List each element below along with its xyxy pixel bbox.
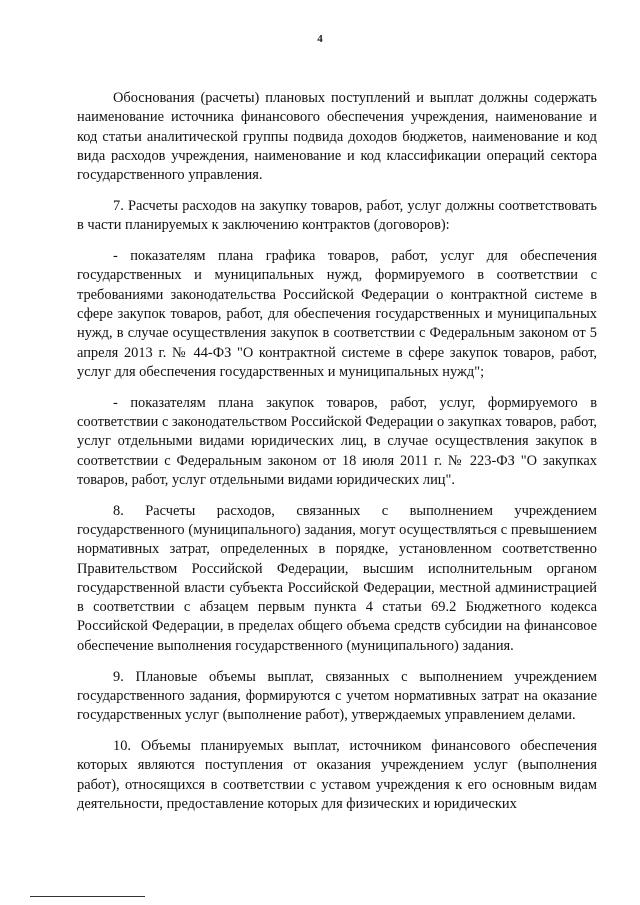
- paragraph-justification: Обоснования (расчеты) плановых поступлений и выплат должны содержать наименование источника финансового обеспечения учреждения, наименование и код статьи аналитической группы подвида доходов бюджетов, наименование и код вида расходов учреждения, наименование и код классификации операций сектора государственного управления.: [77, 90, 597, 184]
- page-number: 4: [317, 33, 323, 45]
- paragraph-item-8: 8. Расчеты расходов, связанных с выполнением учреждением государственного (муниципального) задания, могут осуществляться с превышением нормативных затрат, определенных в порядке, установленном соответственно Правительством Российской Федерации, высшим исполнительным органом государственной власти субъекта Российской Федерации, местной администрацией в соответствии с абзацем первым пункта 4 статьи 69.2 Бюджетного кодекса Российской Федерации, в пределах общего объема средств субсидии на финансовое обеспечение выполнения государственного (муниципального) задания.: [77, 502, 597, 654]
- footer-divider: [30, 896, 145, 897]
- paragraph-item-10: 10. Объемы планируемых выплат, источником финансового обеспечения которых являются поступления от оказания учреждением услуг (выполнения работ), относящихся в соответствии с уставом учреждения к его основным видам деятельности, предоставление которых для физических и юридических: [77, 737, 597, 812]
- paragraph-item-7: 7. Расчеты расходов на закупку товаров, работ, услуг должны соответствовать в части планируемых к заключению контрактов (договоров):: [77, 197, 597, 234]
- paragraph-item-7-list-2: - показателям плана закупок товаров, работ, услуг, формируемого в соответствии с законодательством Российской Федерации о закупках товаров, работ, услуг отдельными видами юридических лиц, в случае осуществления закупок в соответствии с Федеральным законом от 18 июля 2011 г. № 223-ФЗ "О закупках товаров, работ, услуг отдельными видами юридических лиц".: [77, 394, 597, 488]
- paragraph-item-9: 9. Плановые объемы выплат, связанных с выполнением учреждением государственного задания, формируются с учетом нормативных затрат на оказание государственных услуг (выполнение работ), утверждаемых управлением делами.: [77, 668, 597, 724]
- paragraph-item-7-list-1: - показателям плана графика товаров, работ, услуг для обеспечения государственных и муниципальных нужд, формируемого в соответствии с требованиями законодательства Российской Федерации о контрактной системе в сфере закупок товаров, работ, для обеспечения государственных и муниципальных нужд, в случае осуществления закупок в соответствии с Федеральным законом от 5 апреля 2013 г. № 44-ФЗ "О контрактной системе в сфере закупок товаров, работ, услуг для обеспечения государственных и муниципальных нужд";: [77, 248, 597, 380]
- document-body: [77, 89, 597, 826]
